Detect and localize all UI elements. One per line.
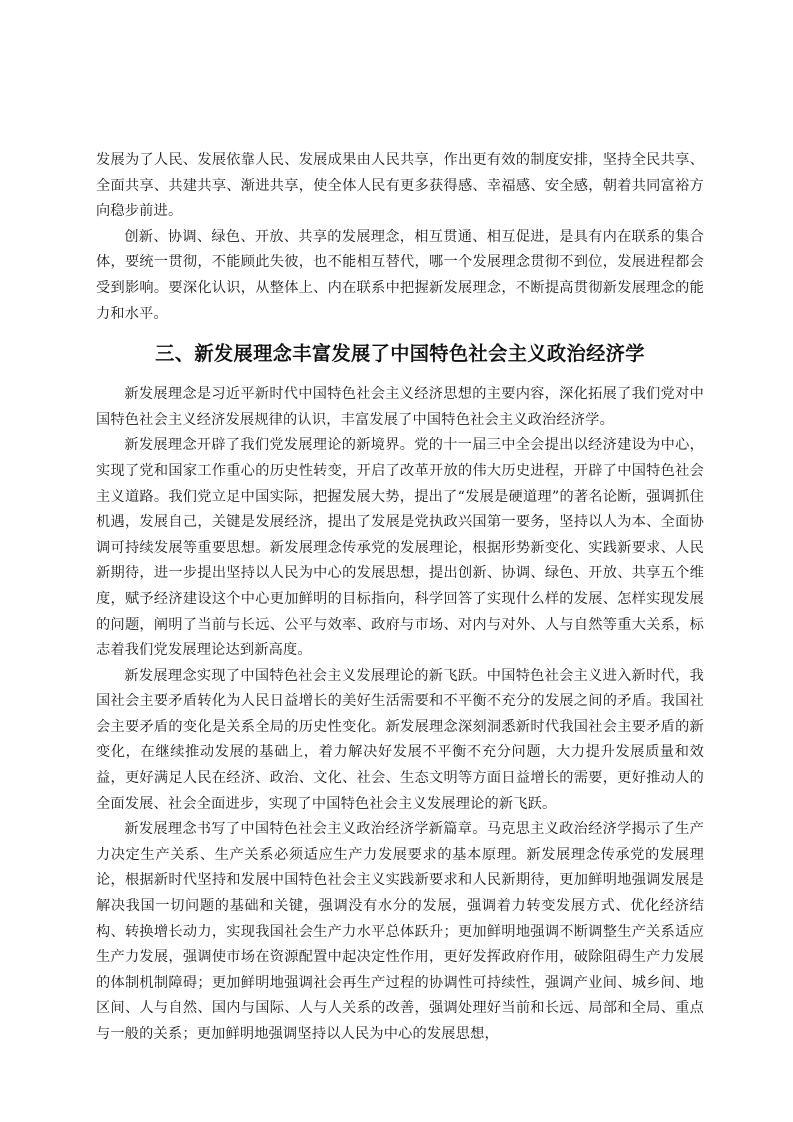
body-paragraph: 新发展理念实现了中国特色社会主义发展理论的新飞跃。中国特色社会主义进入新时代，我国社会主要矛盾转化为人民日益增长的美好生活需要和不平衡不充分的发展之间的矛盾。我国社会主要矛盾的变化是关系全局的历史性变化。新发展理念深刻洞悉新时代我国社会主要矛盾的新变化，在继续推动发展的基础上，着力解决好发展不平衡不充分问题，大力提升发展质量和效益，更好满足人民在经济、政治、文化、社会、生态文明等方面日益增长的需要，更好推动人的全面发展、社会全面进步，实现了中国特色社会主义发展理论的新飞跃。 (96, 667, 704, 812)
body-paragraph: 发展为了人民、发展依靠人民、发展成果由人民共享，作出更有效的制度安排，坚持全民共享、全面共享、共建共享、渐进共享，使全体人民有更多获得感、幸福感、安全感，朝着共同富裕方向稳步前进。 (96, 152, 704, 220)
body-paragraph: 新发展理念书写了中国特色社会主义政治经济学新篇章。马克思主义政治经济学揭示了生产力决定生产关系、生产关系必须适应生产力发展要求的基本原理。新发展理念传承党的发展理论，根据新时代坚持和发展中国特色社会主义实践新要求和人民新期待，更加鲜明地强调发展是解决我国一切问题的基础和关键，强调没有水分的发展，强调着力转变发展方式、优化经济结构、转换增长动力，实现我国社会生产力水平总体跃升；更加鲜明地强调不断调整生产关系适应生产力发展，强调使市场在资源配置中起决定性作用，更好发挥政府作用，破除阻碍生产力发展的体制机制障碍；更加鲜明地强调社会再生产过程的协调性可持续性，强调产业间、城乡间、地区间、人与自然、国内与国际、人与人关系的改善，强调处理好当前和长远、局部和全局、重点与一般的关系；更加鲜明地强调坚持以人民为中心的发展思想， (96, 821, 704, 1042)
body-paragraph: 新发展理念是习近平新时代中国特色社会主义经济思想的主要内容，深化拓展了我们党对中国特色社会主义经济发展规律的认识，丰富发展了中国特色社会主义政治经济学。 (96, 386, 704, 428)
section-heading: 三、新发展理念丰富发展了中国特色社会主义政治经济学 (155, 342, 645, 366)
body-paragraph: 新发展理念开辟了我们党发展理论的新境界。党的十一届三中全会提出以经济建设为中心，实现了党和国家工作重心的历史性转变，开启了改革开放的伟大历史进程，开辟了中国特色社会主义道路。我们党立足中国实际，把握发展大势，提出了“发展是硬道理”的著名论断，强调抓住机遇，发展自己，关键是发展经济，提出了发展是党执政兴国第一要务，坚持以人为本、全面协调可持续发展等重要思想。新发展理念传承党的发展理论，根据形势新变化、实践新要求、人民新期待，进一步提出坚持以人民为中心的发展思想，提出创新、协调、绿色、开放、共享五个维度，赋予经济建设这个中心更加鲜明的目标指向，科学回答了实现什么样的发展、怎样实现发展的问题，阐明了当前与长远、公平与效率、政府与市场、对内与对外、人与自然等重大关系，标志着我们党发展理论达到新高度。 (96, 437, 704, 659)
body-paragraph: 创新、协调、绿色、开放、共享的发展理念，相互贯通、相互促进，是具有内在联系的集合体，要统一贯彻，不能顾此失彼，也不能相互替代，哪一个发展理念贯彻不到位，发展进程都会受到影响。要深化认识，从整体上、内在联系中把握新发展理念，不断提高贯彻新发展理念的能力和水平。 (96, 228, 704, 322)
document-body (96, 148, 704, 1048)
